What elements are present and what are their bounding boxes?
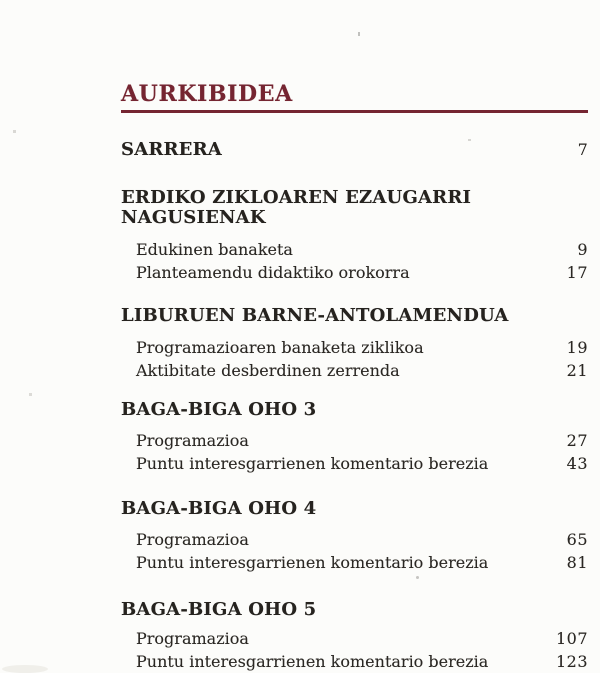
toc-entry-label: Puntu interesgarrienen komentario berezia bbox=[136, 553, 489, 572]
toc-section-liburuen bbox=[121, 306, 588, 382]
toc-section-baga-biga-3 bbox=[121, 400, 588, 475]
toc-entry-page: 123 bbox=[555, 652, 588, 671]
toc-entry-page: 19 bbox=[566, 338, 588, 357]
toc-section-sarrera bbox=[121, 140, 588, 160]
toc-entry-label: Programazioa bbox=[136, 431, 249, 450]
toc-entry-page: 43 bbox=[566, 454, 588, 473]
toc-entry-label: Programazioa bbox=[136, 629, 249, 648]
section-page-number: 7 bbox=[577, 140, 588, 159]
section-entries bbox=[136, 627, 588, 673]
toc-entry-page: 107 bbox=[555, 629, 588, 648]
toc-entry-page: 27 bbox=[566, 431, 588, 450]
toc-entry-page: 9 bbox=[577, 240, 588, 259]
toc-entry bbox=[136, 627, 588, 650]
toc-entry-label: Edukinen banaketa bbox=[136, 240, 293, 259]
toc-entry-label: Puntu interesgarrienen komentario berezia bbox=[136, 454, 489, 473]
section-entries bbox=[136, 429, 588, 475]
section-heading: BAGA-BIGA OHO 3 bbox=[121, 399, 317, 420]
toc-entry bbox=[136, 429, 588, 452]
toc-entry-label: Programazioaren banaketa ziklikoa bbox=[136, 338, 424, 357]
section-entries bbox=[136, 336, 588, 382]
toc-entry bbox=[136, 359, 588, 382]
section-heading: BAGA-BIGA OHO 4 bbox=[121, 498, 317, 519]
toc-entry-page: 21 bbox=[566, 361, 588, 380]
toc-section-baga-biga-4 bbox=[121, 499, 588, 574]
toc-entry-label: Planteamendu didaktiko orokorra bbox=[136, 263, 410, 282]
toc-entry bbox=[136, 650, 588, 673]
section-heading: LIBURUEN BARNE-ANTOLAMENDUA bbox=[121, 305, 509, 326]
toc-entry-page: 17 bbox=[566, 263, 588, 282]
page-title: AURKIBIDEA bbox=[121, 82, 588, 113]
toc-entry bbox=[136, 261, 588, 284]
toc-entry-label: Aktibitate desberdinen zerrenda bbox=[136, 361, 400, 380]
toc-entry-label: Programazioa bbox=[136, 530, 249, 549]
section-entries bbox=[136, 528, 588, 574]
toc-entry-page: 65 bbox=[566, 530, 588, 549]
section-entries bbox=[136, 238, 588, 284]
toc-section-baga-biga-5 bbox=[121, 600, 588, 673]
toc-entry bbox=[136, 528, 588, 551]
toc-entry bbox=[136, 551, 588, 574]
toc-entry bbox=[136, 238, 588, 261]
toc-entry-label: Puntu interesgarrienen komentario berezia bbox=[136, 652, 489, 671]
toc-entry-page: 81 bbox=[566, 553, 588, 572]
toc-entry bbox=[136, 452, 588, 475]
toc-entry bbox=[136, 336, 588, 359]
toc-section-erdiko bbox=[121, 188, 588, 284]
section-heading: BAGA-BIGA OHO 5 bbox=[121, 599, 317, 620]
section-heading: ERDIKO ZIKLOAREN EZAUGARRI NAGUSIENAK bbox=[121, 187, 472, 228]
section-heading: SARRERA bbox=[121, 139, 222, 160]
